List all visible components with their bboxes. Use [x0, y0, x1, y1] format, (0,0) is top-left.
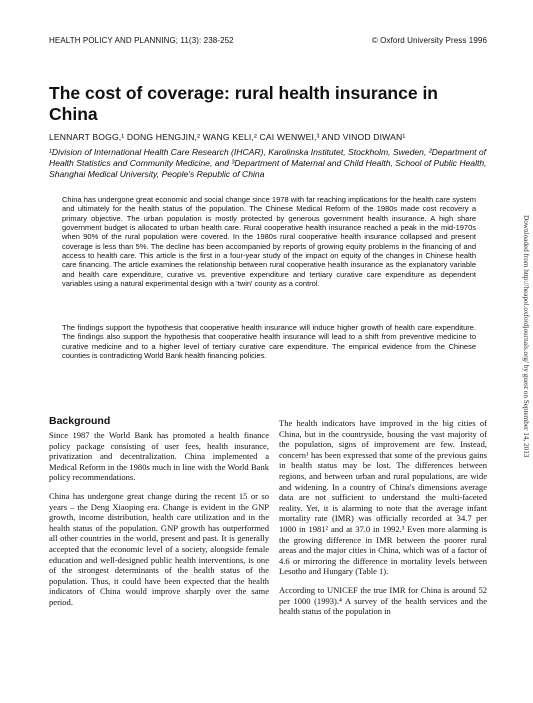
article-title: The cost of coverage: rural health insurance in China [49, 83, 438, 124]
body-column-right [279, 418, 487, 625]
body-paragraph: According to UNICEF the true IMR for China is around 52 per 1000 (1993).⁴ A survey of the health services and the health status of the population in [279, 584, 487, 617]
abstract-paragraph-1: China has undergone great economic and social change since 1978 with far reaching implications for the health care system and ultimately for the health status of the population. The Chinese Medical Reform of the 1980s made cost recovery a primary objective. The urban population is mostly protected by generous government health insurance. A high share government budget is allocated to urban health care. Rural cooperative health insurance reached a peak in the mid-1970s when 90% of the rural population were covered. In the 1980s rural cooperative health insurance collapsed and present coverage is less than 5%. The decline has been accompanied by reports of growing equity problems in the financing of and access to health care. This article is the first in a four-year study of the impact on equity of the changes in Chinese health care financing. The article examines the relationship between rural cooperative health insurance as the explanatory variable and health care expenditure, curative vs. preventive expenditure and tertiary curative care expenditure as dependent variables using a natural experimental design with a 'twin' county as a control. [62, 195, 476, 289]
journal-citation: HEALTH POLICY AND PLANNING; 11(3): 238-252 [49, 36, 234, 45]
body-paragraph: The health indicators have improved in the big cities of China, but in the countryside, housing the vast majority of the population, signs of improvement are few. Instead, concern¹ has been expressed that some of the previous gains in health status may be lost. The differences between regions, and between urban and rural populations, are wide and widening. In a country of China's dimensions average data are not sufficient to understand the multi-faceted reality. Yet, it is alarming to note that the average infant mortality rate (IMR) was officially recorded at 34.7 per 1000 in 1981² and at 37.0 in 1992.³ Even more alarming is the growing difference in IMR between the poorer rural areas and the major cities in China, which was of a factor of 4.6 or mirroring the difference in mortality levels between Lesotho and Hungary (Table 1). [279, 418, 487, 577]
affiliations: ¹Division of International Health Care Research (IHCAR), Karolinska Institutet, Stockholm, Sweden, ²Department of Health Statistics and Community Medicine, and ³Department of Maternal and Child Health, School of Public Health, Shanghai Medical University, People's Republic of China [49, 147, 487, 180]
abstract-paragraph-2: The findings support the hypothesis that cooperative health insurance will induce higher growth of health care expenditure. The findings also support the hypothesis that cooperative health insurance will lead to a shift from preventive medicine to curative medicine and to a higher level of tertiary curative care expenditure. The empirical evidence from the Chinese counties is contradicting World Bank health financing policies. [62, 323, 476, 361]
section-heading-background: Background [49, 415, 111, 427]
body-paragraph: China has undergone great change during the recent 15 or so years – the Deng Xiaoping era. Change is evident in the GNP growth, income distribution, health care utilization and in the health status of the population. GNP growth has outperformed all other countries in the world, present and past. It is generally accepted that the economic level of a society, alongside female education and well-designed public health interventions, is one of the strongest determinants of the health status of the population. Thus, it could have been expected that the health indicators of China would improve sharply over the same period. [49, 490, 269, 607]
author-list: LENNART BOGG,¹ DONG HENGJIN,² WANG KELI,² CAI WENWEI,³ AND VINOD DIWAN¹ [49, 132, 406, 142]
copyright-notice: © Oxford University Press 1996 [371, 36, 487, 45]
body-paragraph: Since 1987 the World Bank has promoted a health finance policy package consisting of user fees, health insurance, privatization and decentralization. China implemented a Medical Reform in the 1980s much in line with the World Bank policy recommendations. [49, 430, 269, 483]
body-column-left [49, 430, 269, 616]
download-watermark: Downloaded from http://heapol.oxfordjournals.org/ by guest on September 14, 2013 [522, 215, 530, 458]
running-header [49, 36, 487, 48]
